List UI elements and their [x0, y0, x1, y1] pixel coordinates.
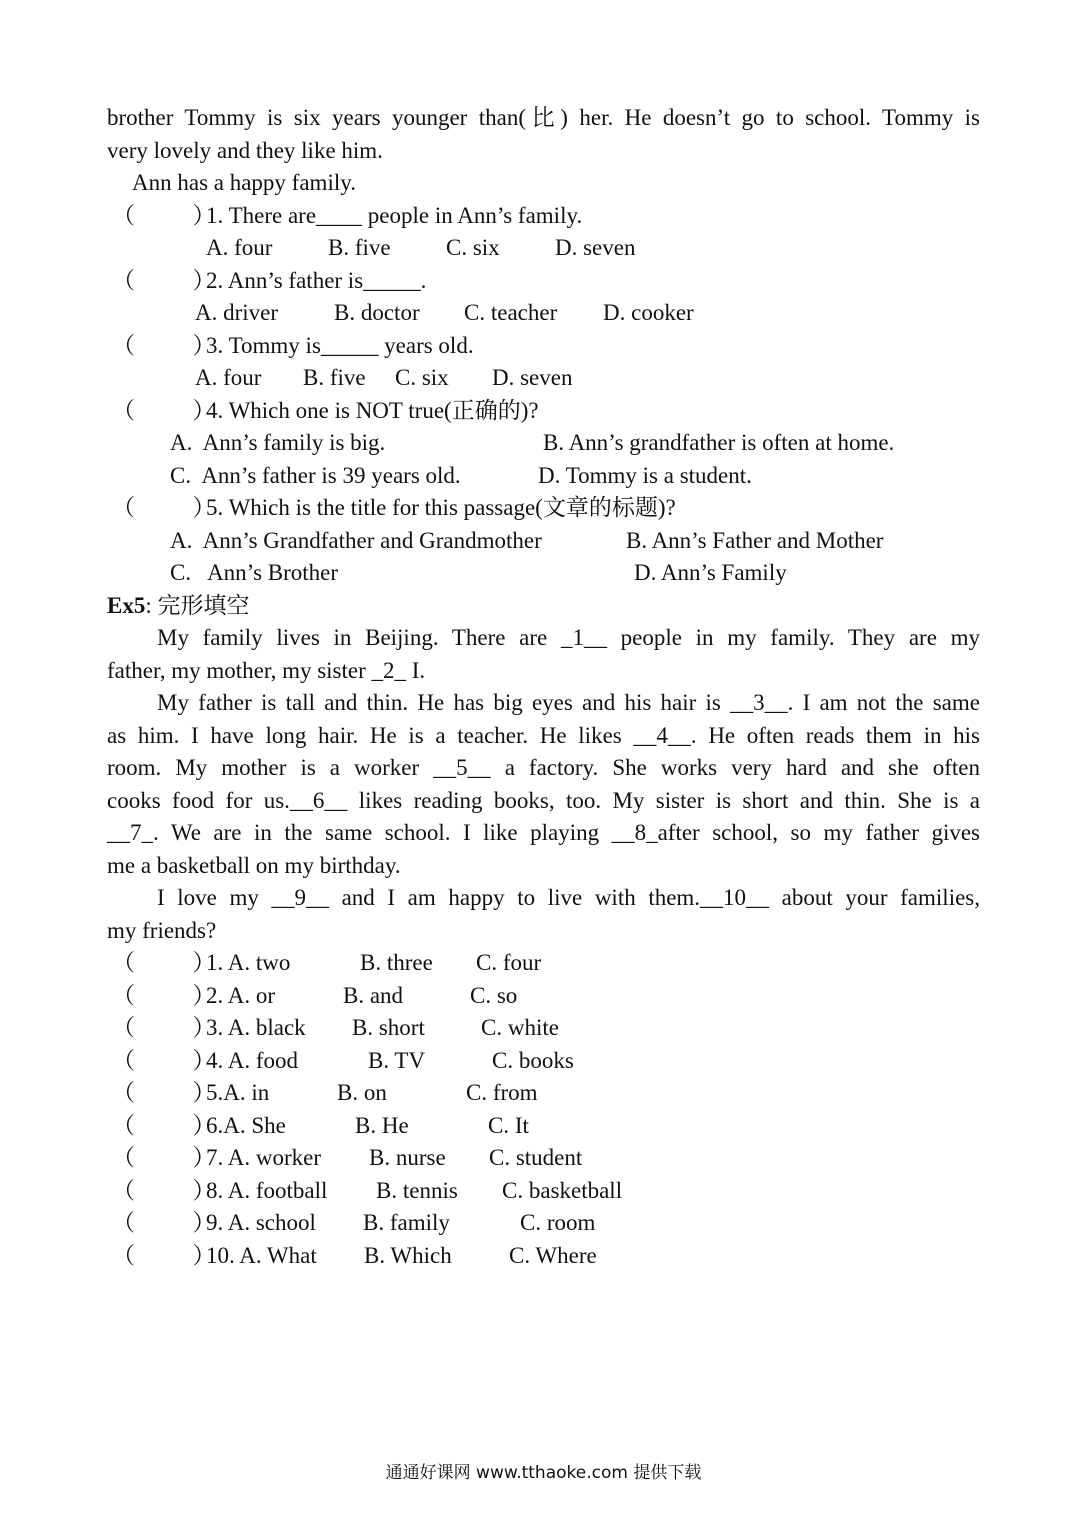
passage-line: very lovely and they like him. [107, 138, 383, 163]
cloze-line: I love my __9__ and I am happy to live with them.__10__ about your families, [157, 885, 980, 910]
answer-blank[interactable]: （ ） [112, 1243, 216, 1268]
question-text: 4. Which one is NOT true(正确的)? [206, 398, 539, 423]
option: B. five [328, 235, 391, 260]
option: 2. A. or [206, 983, 275, 1008]
option: C. basketball [502, 1178, 623, 1203]
option: A. four [195, 365, 262, 390]
option: C. Ann’s father is 39 years old. [170, 463, 461, 488]
option: B. Ann’s grandfather is often at home. [543, 430, 895, 455]
answer-blank[interactable]: （ ） [112, 1210, 216, 1235]
question-text: 2. Ann’s father is_____. [206, 268, 427, 293]
page-footer: 通通好课网 www.tthaoke.com 提供下载 [385, 1463, 702, 1483]
option: 6.A. She [206, 1113, 286, 1138]
option: A. Ann’s Grandfather and Grandmother [170, 528, 542, 553]
answer-blank[interactable]: （ ） [112, 983, 216, 1008]
option: C. six [446, 235, 500, 260]
passage-line: brother Tommy is six years younger than(比) her. He doesn’t go to school. Tommy is [107, 105, 980, 130]
option: 10. A. What [206, 1243, 317, 1268]
option: B. five [303, 365, 366, 390]
option: D. cooker [603, 300, 694, 325]
question-text: 1. There are____ people in Ann’s family. [206, 203, 583, 228]
option: C. teacher [464, 300, 558, 325]
answer-blank[interactable]: （ ） [112, 1015, 216, 1040]
option: A. Ann’s family is big. [170, 430, 386, 455]
option: 8. A. football [206, 1178, 328, 1203]
cloze-line: my friends? [107, 918, 217, 943]
answer-blank[interactable]: （ ） [112, 950, 216, 975]
question-text: 5. Which is the title for this passage(文章的标题)? [206, 495, 676, 520]
cloze-line: __7_. We are in the same school. I like playing __8_after school, so my father gives [107, 820, 980, 845]
option: A. four [206, 235, 273, 260]
option: C. from [466, 1080, 538, 1105]
option: C. so [470, 983, 518, 1008]
option: 4. A. food [206, 1048, 298, 1073]
option: B. He [355, 1113, 409, 1138]
option: C. room [520, 1210, 596, 1235]
option: C. books [492, 1048, 574, 1073]
option: C. six [395, 365, 449, 390]
option: 3. A. black [206, 1015, 306, 1040]
option: B. doctor [334, 300, 420, 325]
option: C. four [476, 950, 542, 975]
section-title: : 完形填空 [145, 593, 250, 618]
cloze-line: father, my mother, my sister _2_ I. [107, 658, 426, 683]
option: 9. A. school [206, 1210, 316, 1235]
answer-blank[interactable]: （ ） [112, 1080, 216, 1105]
passage-line: Ann has a happy family. [132, 170, 356, 195]
option: 1. A. two [206, 950, 291, 975]
option: A. driver [195, 300, 279, 325]
option: B. short [352, 1015, 425, 1040]
option: B. and [343, 983, 404, 1008]
answer-blank[interactable]: （ ） [112, 1113, 216, 1138]
answer-blank[interactable]: （ ） [112, 1145, 216, 1170]
option: C. Ann’s Brother [170, 560, 339, 585]
option: B. on [337, 1080, 387, 1105]
option: B. three [360, 950, 433, 975]
option: 5.A. in [206, 1080, 270, 1105]
option: D. Tommy is a student. [538, 463, 752, 488]
option: D. seven [555, 235, 636, 260]
answer-blank[interactable]: （ ） [112, 398, 216, 423]
cloze-line: cooks food for us.__6__ likes reading books, too. My sister is short and thin. She is a [107, 788, 980, 813]
cloze-line: My father is tall and thin. He has big eyes and his hair is __3__. I am not the same [157, 690, 980, 715]
option: C. Where [509, 1243, 597, 1268]
option: B. TV [368, 1048, 426, 1073]
option: D. Ann’s Family [634, 560, 787, 585]
cloze-line: as him. I have long hair. He is a teacher. He likes __4__. He often reads them in his [107, 723, 980, 748]
option: D. seven [492, 365, 573, 390]
option: C. white [481, 1015, 559, 1040]
option: B. tennis [376, 1178, 458, 1203]
section-label: Ex5 [107, 593, 146, 618]
answer-blank[interactable]: （ ） [112, 1048, 216, 1073]
cloze-line: me a basketball on my birthday. [107, 853, 401, 878]
option: C. It [488, 1113, 529, 1138]
question-text: 3. Tommy is_____ years old. [206, 333, 474, 358]
answer-blank[interactable]: （ ） [112, 1178, 216, 1203]
answer-blank[interactable]: （ ） [112, 203, 216, 228]
option: C. student [489, 1145, 583, 1170]
cloze-line: room. My mother is a worker __5__ a factory. She works very hard and she often [107, 755, 980, 780]
answer-blank[interactable]: （ ） [112, 333, 216, 358]
option: B. Ann’s Father and Mother [626, 528, 884, 553]
option: B. family [363, 1210, 450, 1235]
section-heading [107, 590, 249, 622]
option: 7. A. worker [206, 1145, 321, 1170]
option: B. Which [364, 1243, 452, 1268]
cloze-line: My family lives in Beijing. There are _1__ people in my family. They are my [157, 625, 980, 650]
option: B. nurse [369, 1145, 446, 1170]
answer-blank[interactable]: （ ） [112, 495, 216, 520]
answer-blank[interactable]: （ ） [112, 268, 216, 293]
